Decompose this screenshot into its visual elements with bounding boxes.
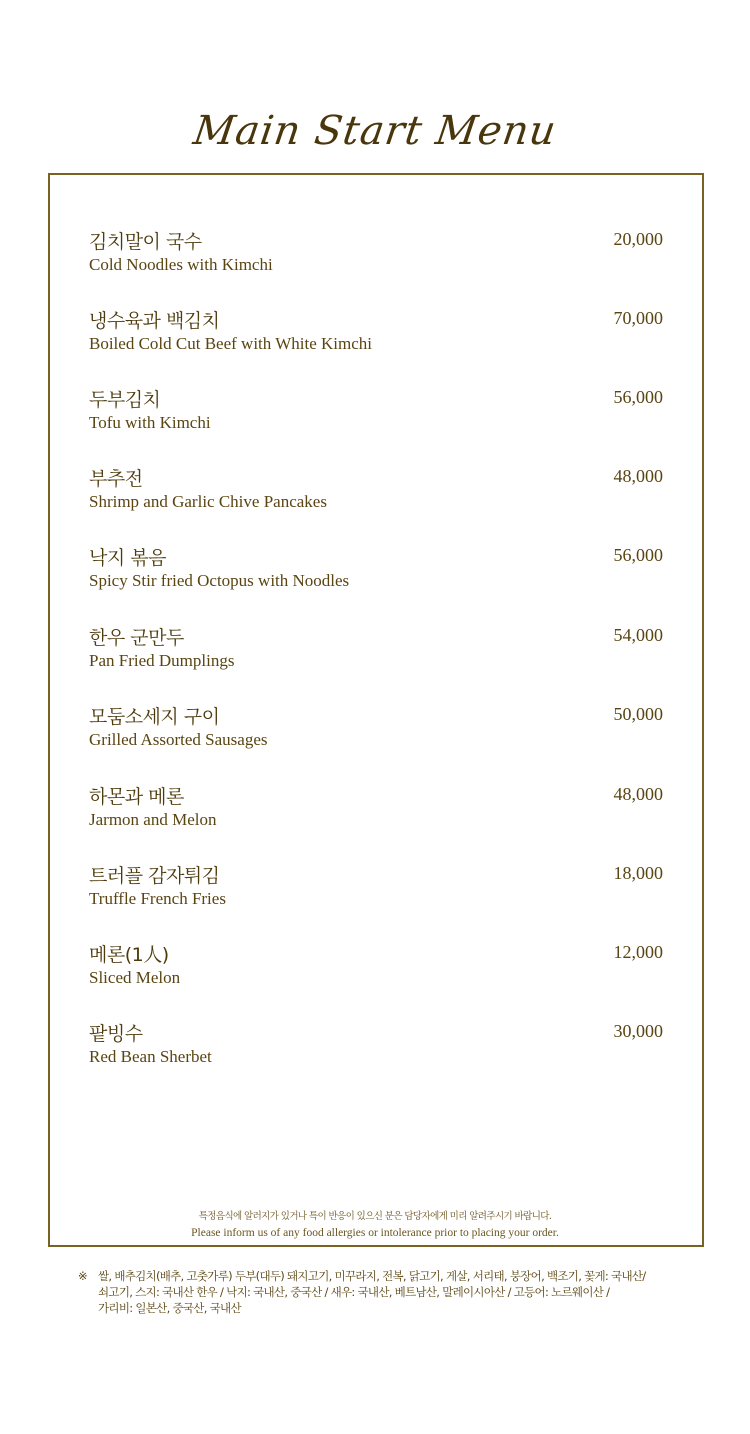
- item-price: 48,000: [613, 466, 663, 486]
- item-english-name: Sliced Melon: [89, 968, 181, 987]
- item-english-name: Boiled Cold Cut Beef with White Kimchi: [89, 334, 372, 353]
- menu-item: [89, 464, 663, 524]
- item-korean-name: 한우 군만두: [89, 627, 184, 649]
- item-korean-name: 팥빙수: [89, 1023, 143, 1045]
- origin-line: 쇠고기, 스지: 국내산 한우 / 낙지: 국내산, 중국산 / 새우: 국내산, 베트남산, 말레이시아산 / 고등어: 노르웨이산 /: [98, 1285, 610, 1299]
- item-english-name: Jarmon and Melon: [89, 810, 217, 829]
- menu-item: [89, 623, 663, 683]
- menu-item: [89, 702, 663, 762]
- menu-item: [89, 543, 663, 603]
- item-price: 30,000: [613, 1021, 663, 1041]
- allergy-notice-korean: 특정음식에 알러지가 있거나 특이 반응이 있으신 분은 담당자에게 미리 알려주시기 바랍니다.: [198, 1211, 552, 1222]
- item-price: 56,000: [613, 387, 663, 407]
- item-english-name: Shrimp and Garlic Chive Pancakes: [89, 492, 327, 511]
- item-price: 18,000: [613, 863, 663, 883]
- item-english-name: Pan Fried Dumplings: [89, 651, 235, 670]
- item-english-name: Grilled Assorted Sausages: [89, 730, 268, 749]
- item-english-name: Red Bean Sherbet: [89, 1047, 212, 1066]
- item-price: 12,000: [613, 942, 663, 962]
- item-price: 20,000: [613, 229, 663, 249]
- menu-item: [89, 782, 663, 842]
- reference-mark-icon: ※: [78, 1269, 87, 1283]
- item-price: 70,000: [613, 308, 663, 328]
- origin-line: 가리비: 일본산, 중국산, 국내산: [98, 1301, 241, 1315]
- item-korean-name: 모둠소세지 구이: [89, 706, 220, 728]
- menu-item: [89, 385, 663, 445]
- menu-item: [89, 940, 663, 1000]
- item-price: 54,000: [613, 625, 663, 645]
- item-korean-name: 트러플 감자튀김: [89, 865, 220, 887]
- item-price: 50,000: [613, 704, 663, 724]
- menu-item: [89, 227, 663, 287]
- allergy-notice-english: Please inform us of any food allergies or intolerance prior to placing your order.: [191, 1227, 559, 1239]
- item-korean-name: 냉수육과 백김치: [89, 310, 220, 332]
- item-price: 48,000: [613, 784, 663, 804]
- item-korean-name: 부추전: [89, 468, 143, 490]
- item-korean-name: 김치말이 국수: [89, 231, 202, 253]
- item-english-name: Cold Noodles with Kimchi: [89, 255, 273, 274]
- item-english-name: Spicy Stir fried Octopus with Noodles: [89, 571, 350, 590]
- menu-title: Main Start Menu: [190, 108, 560, 154]
- item-english-name: Tofu with Kimchi: [89, 413, 211, 432]
- item-korean-name: 두부김치: [89, 389, 161, 411]
- menu-item: [89, 861, 663, 921]
- item-korean-name: 하몬과 메론: [89, 786, 184, 808]
- item-korean-name: 메론(1人): [89, 944, 169, 966]
- menu-item: [89, 1019, 663, 1079]
- item-price: 56,000: [613, 545, 663, 565]
- origin-line: 쌀, 배추김치(배추, 고춧가루) 두부(대두) 돼지고기, 미꾸라지, 전복, 닭고기, 게살, 서리태, 붕장어, 백조기, 꽃게: 국내산/: [98, 1269, 646, 1283]
- item-english-name: Truffle French Fries: [89, 889, 226, 908]
- menu-item: [89, 306, 663, 366]
- item-korean-name: 낙지 볶음: [89, 547, 166, 569]
